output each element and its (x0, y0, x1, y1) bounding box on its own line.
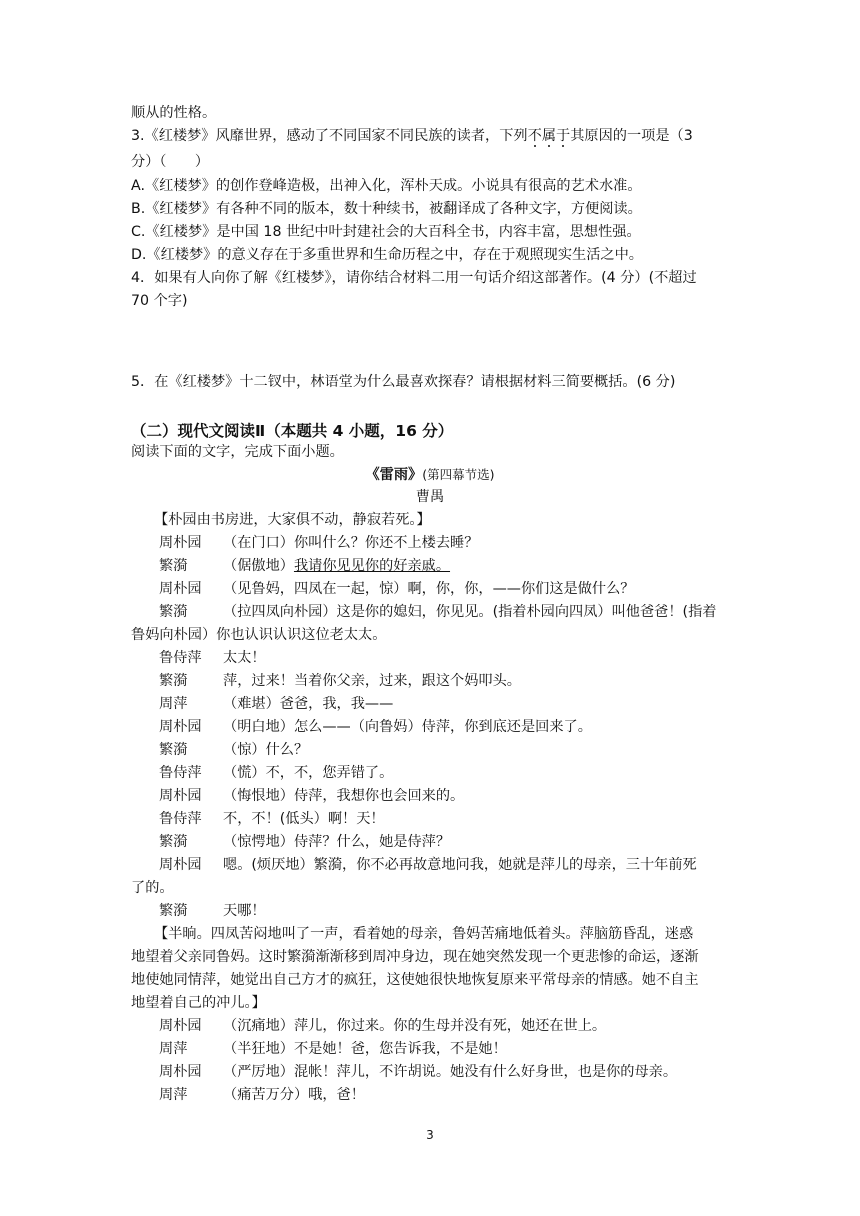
speech: （明白地）怎么——（向鲁妈）侍萍，你到底还是回来了。 (223, 719, 592, 735)
emphasis-dot-char: 属 (541, 128, 557, 144)
speaker: 周朴园 (159, 788, 202, 804)
play-title: 《雷雨》 (365, 467, 423, 483)
speaker: 周萍 (159, 696, 188, 712)
speech: 萍，过来！当着你父亲，过来，跟这个妈叩头。 (223, 673, 521, 689)
dialogue-line (159, 1062, 677, 1082)
speaker: 鲁侍萍 (159, 765, 202, 781)
dialogue-line (159, 740, 308, 760)
dialogue-line (159, 901, 266, 921)
dialogue-line (159, 694, 393, 714)
option-a: A.《红楼梦》的创作登峰造极，出神入化，浑朴天成。小说具有很高的艺术水准。 (131, 178, 642, 194)
instruction: 阅读下面的文字，完成下面小题。 (131, 444, 344, 460)
dialogue-line (159, 1039, 507, 1059)
dialogue-line (159, 763, 393, 783)
speech: （难堪）爸爸，我，我—— (223, 696, 394, 712)
speech: （悔恨地）侍萍，我想你也会回来的。 (223, 788, 465, 804)
speaker: 繁漪 (159, 742, 188, 758)
speaker: 周朴园 (159, 581, 202, 597)
dialogue-cont: 鲁妈向朴园）你也认识认识这位老太太。 (131, 627, 387, 643)
option-d: D.《红楼梦》的意义存在于多重世界和生命历程之中，存在于观照现实生活之中。 (131, 247, 643, 263)
dialogue-line (159, 809, 385, 829)
dialogue-line (159, 671, 521, 691)
dialogue-line (159, 832, 450, 852)
stage-direction-cont: 地望着自己的冲儿。】 (131, 995, 266, 1011)
speaker: 周朴园 (159, 857, 202, 873)
q3-text: 3.《红楼梦》风靡世界，感动了不同国家不同民族的读者，下列 (131, 128, 528, 144)
emphasis-dot-char: 于 (556, 128, 571, 144)
speech: （惊）什么？ (223, 742, 309, 758)
dialogue-line (159, 533, 478, 553)
play-subtitle: (第四幕节选) (422, 467, 495, 482)
question-3-cont: 分）（ ） (131, 154, 210, 170)
speech: （拉四凤向朴园）这是你的媳妇，你见见。(指着朴园向四凤）叫他爸爸！(指着 (223, 604, 717, 620)
option-b: B.《红楼梦》有各种不同的版本，数十种续书，被翻译成了各种文字，方便阅读。 (131, 201, 642, 217)
speech: （倨傲地） (223, 558, 294, 574)
speaker: 繁漪 (159, 558, 188, 574)
dialogue-line (159, 1016, 606, 1036)
speech: 太太！ (223, 650, 266, 666)
speech: 嗯。(烦厌地）繁漪，你不必再故意地问我，她就是萍儿的母亲，三十年前死 (223, 857, 697, 873)
speech: （痛苦万分）哦，爸！ (223, 1087, 365, 1103)
dialogue-line (159, 602, 716, 622)
speaker: 周朴园 (159, 1018, 202, 1034)
dialogue-line (159, 717, 592, 737)
speech: （见鲁妈，四凤在一起，惊）啊，你，你，——你们这是做什么？ (223, 581, 635, 597)
speaker: 鲁侍萍 (159, 811, 202, 827)
speech: 天哪！ (223, 903, 266, 919)
speaker: 繁漪 (159, 673, 188, 689)
dialogue-line (159, 1085, 365, 1105)
emphasis-dot-char: 不 (527, 128, 542, 144)
section-heading: （二）现代文阅读Ⅱ（本题共 4 小题，16 分） (131, 422, 454, 440)
stage-direction-cont: 地望着父亲同鲁妈。这时繁漪渐渐移到周冲身边，现在她突然发现一个更悲惨的命运，逐渐 (131, 949, 699, 965)
author: 曹禺 (415, 489, 445, 505)
speech: （半狂地）不是她！爸，您告诉我，不是她！ (223, 1041, 507, 1057)
speaker: 周朴园 (159, 1064, 202, 1080)
text-line: 顺从的性格。 (131, 105, 217, 121)
stage-direction-cont: 地使她同情萍，她觉出自己方才的疯狂，这使她很快地恢复原来平常母亲的情感。她不自主 (131, 972, 699, 988)
dialogue-line (159, 579, 634, 599)
underlined-speech: 我请你见见你的好亲戚。 (293, 558, 451, 574)
dialogue-line (159, 556, 450, 576)
q3-text-end: 其原因的一项是（3 (570, 128, 693, 144)
speech: （严厉地）混帐！萍儿，不许胡说。她没有什么好身世，也是你的母亲。 (223, 1064, 678, 1080)
question-3 (131, 126, 693, 146)
speech: （慌）不，不，您弄错了。 (223, 765, 394, 781)
stage-direction: 【半晌。四凤苦闷地叫了一声，看着她的母亲，鲁妈苦痛地低着头。萍脑筋昏乱，迷惑 (154, 926, 694, 942)
question-5: 5．在《红楼梦》十二钗中，林语堂为什么最喜欢探春？请根据材料三简要概括。(6 分) (131, 374, 676, 390)
question-4-cont: 70 个字) (131, 293, 188, 309)
stage-direction: 【朴园由书房进，大家俱不动，静寂若死。】 (154, 512, 431, 528)
speaker: 鲁侍萍 (159, 650, 202, 666)
speaker: 周朴园 (159, 535, 202, 551)
question-4: 4．如果有人向你了解《红楼梦》，请你结合材料二用一句话介绍这部著作。(4 分）(不超过 (131, 270, 697, 286)
speaker: 周萍 (159, 1041, 188, 1057)
speech: 不，不！(低头）啊！天！ (223, 811, 385, 827)
option-c: C.《红楼梦》是中国 18 世纪中叶封建社会的大百科全书，内容丰富，思想性强。 (131, 224, 641, 240)
page-number: 3 (426, 1128, 434, 1142)
dialogue-cont: 了的。 (131, 880, 174, 896)
speaker: 繁漪 (159, 903, 188, 919)
speaker: 周朴园 (159, 719, 202, 735)
speech: （在门口）你叫什么？你还不上楼去睡？ (223, 535, 479, 551)
play-title-line (0, 465, 860, 485)
speech: （沉痛地）萍儿，你过来。你的生母并没有死，她还在世上。 (223, 1018, 607, 1034)
dialogue-line (159, 648, 266, 668)
speaker: 周萍 (159, 1087, 188, 1103)
dialogue-line (159, 855, 697, 875)
speaker: 繁漪 (159, 834, 188, 850)
speech: （惊愕地）侍萍？什么，她是侍萍？ (223, 834, 451, 850)
speaker: 繁漪 (159, 604, 188, 620)
dialogue-line (159, 786, 464, 806)
